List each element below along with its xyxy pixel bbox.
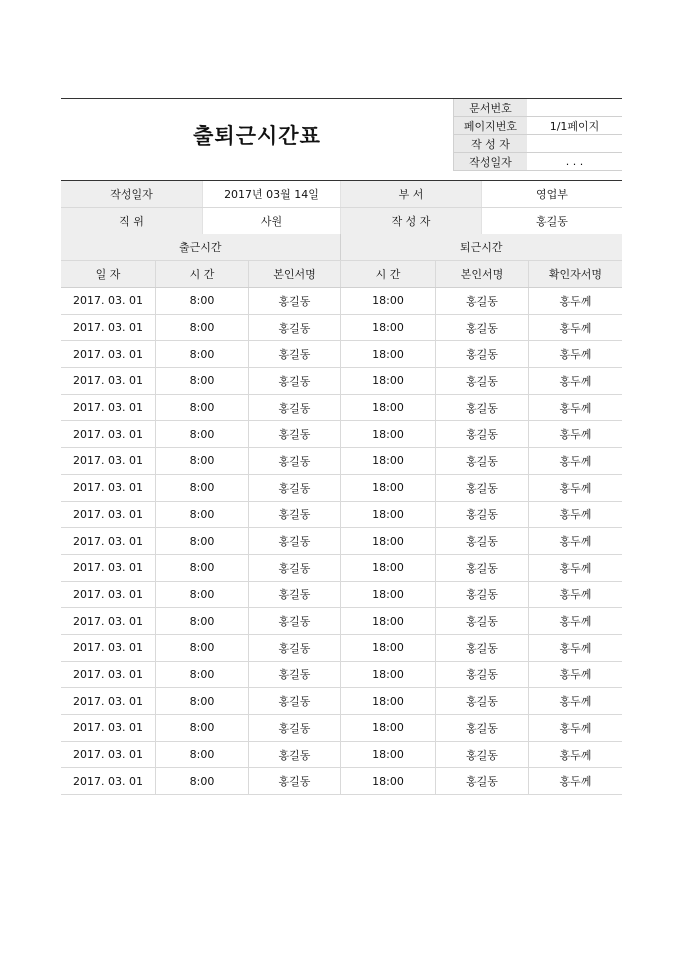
- table-row: [61, 528, 622, 555]
- table-cell: 18:00: [340, 635, 435, 661]
- table-cell: 홍길동: [435, 475, 528, 501]
- table-cell: 2017. 03. 01: [73, 347, 143, 361]
- table-cell: 18:00: [340, 528, 435, 554]
- table-cell: 2017. 03. 01: [73, 427, 143, 441]
- info-row: [61, 208, 622, 235]
- table-cell: 18:00: [340, 502, 435, 528]
- meta-label: 작성일자: [453, 153, 527, 170]
- table-cell: 홍두께: [528, 582, 622, 608]
- table-cell: 홍두께: [528, 662, 622, 688]
- table-row: [61, 608, 622, 635]
- table-cell: 홍두께: [528, 502, 622, 528]
- info-value-dept: 영업부: [481, 181, 622, 207]
- table-cell: 18:00: [340, 315, 435, 341]
- table-cell: 8:00: [155, 608, 248, 634]
- table-cell: 18:00: [340, 341, 435, 367]
- table-cell: 홍두께: [528, 448, 622, 474]
- column-header: 시 간: [340, 261, 435, 287]
- meta-label: 문서번호: [453, 99, 527, 116]
- table-cell: 홍길동: [248, 742, 340, 768]
- table-row: [61, 448, 622, 475]
- table-cell: 홍길동: [248, 528, 340, 554]
- table-cell: 홍길동: [248, 315, 340, 341]
- table-cell: 2017. 03. 01: [73, 614, 143, 628]
- column-header: 확인자서명: [528, 261, 622, 287]
- table-cell: 홍길동: [435, 688, 528, 714]
- table-cell: 홍두께: [528, 421, 622, 447]
- table-cell: 18:00: [340, 475, 435, 501]
- table-cell: 8:00: [155, 315, 248, 341]
- table-row: [61, 368, 622, 395]
- table-row: [61, 715, 622, 742]
- info-value-author: 홍길동: [481, 208, 622, 234]
- meta-box: [453, 99, 622, 171]
- table-cell: 홍길동: [435, 742, 528, 768]
- table-cell: 홍두께: [528, 715, 622, 741]
- table-cell: 홍길동: [435, 395, 528, 421]
- info-label-date: 작성일자: [61, 181, 202, 207]
- table-cell: 홍길동: [435, 421, 528, 447]
- table-cell: 8:00: [155, 475, 248, 501]
- table-cell: 2017. 03. 01: [73, 748, 143, 762]
- table-cell: 홍길동: [248, 421, 340, 447]
- table-cell: 18:00: [340, 555, 435, 581]
- table-cell: 홍길동: [435, 448, 528, 474]
- table-cell: 18:00: [340, 395, 435, 421]
- table-cell: 2017. 03. 01: [73, 587, 143, 601]
- table-cell: 8:00: [155, 768, 248, 794]
- table-cell: 2017. 03. 01: [73, 294, 143, 308]
- table-cell: 홍길동: [248, 555, 340, 581]
- table-row: [61, 395, 622, 422]
- table-cell: 홍길동: [248, 662, 340, 688]
- table-cell: 홍두께: [528, 555, 622, 581]
- table-cell: 18:00: [340, 368, 435, 394]
- table-cell: 홍길동: [248, 715, 340, 741]
- table-cell: 홍길동: [435, 635, 528, 661]
- table-cell: 8:00: [155, 555, 248, 581]
- table-cell: 8:00: [155, 288, 248, 314]
- table-cell: 홍길동: [248, 475, 340, 501]
- table-cell: 홍두께: [528, 315, 622, 341]
- table-cell: 8:00: [155, 688, 248, 714]
- info-table: [61, 180, 622, 235]
- table-cell: 2017. 03. 01: [73, 774, 143, 788]
- meta-value: [527, 99, 622, 116]
- table-cell: 홍길동: [435, 288, 528, 314]
- table-cell: 18:00: [340, 448, 435, 474]
- table-cell: 18:00: [340, 715, 435, 741]
- table-cell: 2017. 03. 01: [73, 507, 143, 521]
- meta-label: 작 성 자: [453, 135, 527, 152]
- table-row: [61, 582, 622, 609]
- table-column-header: [61, 261, 622, 288]
- table-cell: 2017. 03. 01: [73, 561, 143, 575]
- table-body: [61, 288, 622, 795]
- table-cell: 홍길동: [435, 341, 528, 367]
- table-cell: 2017. 03. 01: [73, 641, 143, 655]
- table-cell: 홍길동: [435, 582, 528, 608]
- table-cell: 홍두께: [528, 635, 622, 661]
- table-cell: 홍길동: [435, 502, 528, 528]
- table-cell: 8:00: [155, 742, 248, 768]
- table-cell: 홍길동: [248, 288, 340, 314]
- table-cell: 홍길동: [435, 528, 528, 554]
- info-label-dept: 부 서: [340, 181, 481, 207]
- table-row: [61, 315, 622, 342]
- table-cell: 홍두께: [528, 528, 622, 554]
- table-row: [61, 288, 622, 315]
- table-cell: 2017. 03. 01: [73, 481, 143, 495]
- table-cell: 홍길동: [248, 395, 340, 421]
- table-cell: 8:00: [155, 341, 248, 367]
- document-header: [61, 98, 622, 171]
- table-row: [61, 768, 622, 795]
- table-cell: 8:00: [155, 635, 248, 661]
- column-header: 본인서명: [248, 261, 340, 287]
- table-cell: 8:00: [155, 368, 248, 394]
- table-cell: 8:00: [155, 715, 248, 741]
- table-cell: 2017. 03. 01: [73, 534, 143, 548]
- table-cell: 홍길동: [435, 368, 528, 394]
- info-value-date: 2017년 03월 14일: [202, 181, 340, 207]
- table-cell: 홍길동: [248, 341, 340, 367]
- table-cell: 홍길동: [248, 608, 340, 634]
- table-cell: 홍두께: [528, 341, 622, 367]
- table-row: [61, 742, 622, 769]
- table-cell: 18:00: [340, 608, 435, 634]
- info-label-author: 작 성 자: [340, 208, 481, 234]
- table-cell: 2017. 03. 01: [73, 401, 143, 415]
- table-cell: 홍길동: [248, 368, 340, 394]
- table-cell: 8:00: [155, 662, 248, 688]
- table-cell: 홍길동: [435, 555, 528, 581]
- group-header-out: 퇴근시간: [340, 234, 623, 260]
- document-title: 출퇴근시간표: [193, 124, 321, 148]
- table-cell: 18:00: [340, 662, 435, 688]
- meta-value: 1/1페이지: [549, 119, 600, 133]
- group-header-in: 출근시간: [178, 241, 222, 254]
- table-cell: 홍길동: [248, 502, 340, 528]
- table-cell: 홍두께: [528, 608, 622, 634]
- table-cell: 18:00: [340, 688, 435, 714]
- table-cell: 18:00: [340, 768, 435, 794]
- table-row: [61, 475, 622, 502]
- table-cell: 홍길동: [435, 768, 528, 794]
- table-cell: 홍두께: [528, 368, 622, 394]
- table-cell: 8:00: [155, 528, 248, 554]
- table-row: [61, 555, 622, 582]
- table-cell: 홍두께: [528, 688, 622, 714]
- column-header: 일 자: [95, 268, 121, 281]
- table-cell: 2017. 03. 01: [73, 321, 143, 335]
- attendance-table: [61, 234, 622, 795]
- table-row: [61, 341, 622, 368]
- table-cell: 8:00: [155, 421, 248, 447]
- info-value-position: 사원: [202, 208, 340, 234]
- table-cell: 홍길동: [248, 582, 340, 608]
- table-cell: 홍길동: [435, 608, 528, 634]
- table-cell: 홍두께: [528, 395, 622, 421]
- meta-row-doc-no: [453, 99, 622, 117]
- meta-value: . . .: [565, 155, 584, 168]
- table-row: [61, 662, 622, 689]
- meta-row-page-no: [453, 117, 622, 135]
- table-cell: 홍두께: [528, 288, 622, 314]
- table-cell: 2017. 03. 01: [73, 721, 143, 735]
- table-row: [61, 502, 622, 529]
- table-cell: 8:00: [155, 582, 248, 608]
- table-cell: 홍길동: [435, 715, 528, 741]
- table-cell: 홍길동: [435, 315, 528, 341]
- table-cell: 2017. 03. 01: [73, 667, 143, 681]
- table-cell: 2017. 03. 01: [73, 454, 143, 468]
- table-cell: 홍길동: [248, 448, 340, 474]
- table-cell: 8:00: [155, 502, 248, 528]
- meta-row-date: [453, 153, 622, 171]
- meta-value: [527, 135, 622, 152]
- table-cell: 2017. 03. 01: [73, 374, 143, 388]
- table-row: [61, 688, 622, 715]
- info-row: [61, 181, 622, 208]
- table-cell: 홍길동: [248, 635, 340, 661]
- meta-label: 페이지번호: [453, 117, 527, 134]
- table-cell: 2017. 03. 01: [73, 694, 143, 708]
- table-cell: 홍길동: [248, 688, 340, 714]
- table-cell: 홍길동: [435, 662, 528, 688]
- table-cell: 홍길동: [248, 768, 340, 794]
- table-group-header: [61, 234, 622, 261]
- table-cell: 홍두께: [528, 768, 622, 794]
- table-row: [61, 421, 622, 448]
- info-label-position: 직 위: [61, 208, 202, 234]
- table-cell: 18:00: [340, 742, 435, 768]
- meta-row-author: [453, 135, 622, 153]
- table-cell: 8:00: [155, 395, 248, 421]
- column-header: 시 간: [155, 261, 248, 287]
- table-cell: 18:00: [340, 288, 435, 314]
- table-cell: 홍두께: [528, 475, 622, 501]
- table-cell: 8:00: [155, 448, 248, 474]
- table-cell: 홍두께: [528, 742, 622, 768]
- table-row: [61, 635, 622, 662]
- column-header: 본인서명: [435, 261, 528, 287]
- table-cell: 18:00: [340, 421, 435, 447]
- table-cell: 18:00: [340, 582, 435, 608]
